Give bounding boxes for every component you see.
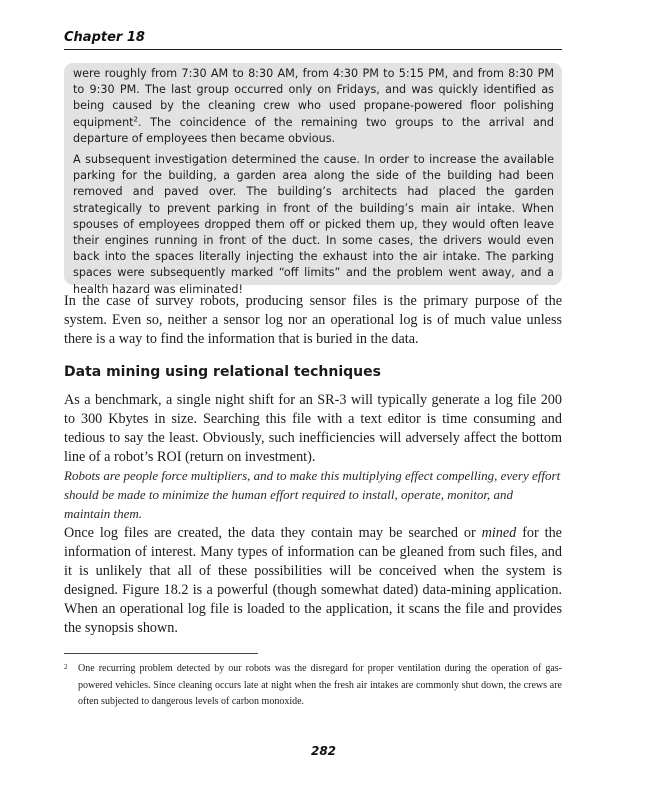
body-p3-end: for the information of interest. Many types of information can be gleaned from such files, and it is unlikely that all of these possibilities will be conceived when the system is designed. Figure 18.2 is a powerful (though somewhat dated) data-mining application. When an operational log file is loaded to the application, it scans the file and provides the synopsis shown. xyxy=(64,525,562,636)
body-p3-emphasis: mined xyxy=(481,525,517,541)
body-paragraph-2: As a benchmark, a single night shift for an SR-3 will typically generate a log file 200 to 300 Kbytes in size. Searching this file with a text editor is time consuming and tedious to say the least. Obviously, such inefficiencies will adversely affect the bottom line of a robot’s ROI (return on investment). xyxy=(64,392,562,465)
sidebar-paragraph-2: A subsequent investigation determined the cause. In order to increase the available parking for the building, a garden area along the side of the building had been removed and paved over. The building’s architects had placed the garden strategically to prevent parking in front of the building’s main air intake. When spouses of employees dropped them off or picked them up, they would often leave their engines running in front of the duct. In some cases, the drivers would even back into the spaces literally injecting the exhaust into the air intake. The parking spaces were subsequently marked “off limits” and the problem went away, and a health hazard was eliminated! xyxy=(73,153,554,296)
footnote-ref: 2 xyxy=(133,114,139,123)
sidebar-p1-text-end: . The coincidence of the remaining two groups to the arrival and departure of employees then became obvious. xyxy=(73,115,554,145)
footnote xyxy=(64,661,562,711)
sidebar-paragraph-1 xyxy=(73,66,554,147)
footnote-mark: 2 xyxy=(64,663,68,671)
section-heading: Data mining using relational techniques xyxy=(64,364,381,380)
body-paragraph-3 xyxy=(64,524,562,638)
chapter-header: Chapter 18 xyxy=(64,30,145,45)
sidebar-box xyxy=(64,63,562,296)
footnote-rule xyxy=(64,653,258,654)
footnote-text: One recurring problem detected by our robots was the disregard for proper ventilation during the operation of gas-powered vehicles. Since cleaning occurs late at night when the fresh air intakes are commonly shut down, the crews are often subjected to dangerous levels of carbon monoxide. xyxy=(78,663,562,707)
body-paragraph-1: In the case of survey robots, producing sensor files is the primary purpose of the system. Even so, neither a sensor log nor an operational log is of much value unless there is a way to find the information that is buried in the data. xyxy=(64,293,562,347)
body-p3-start: Once log files are created, the data they contain may be searched or xyxy=(64,525,482,541)
page-number: 282 xyxy=(310,744,337,758)
header-rule xyxy=(64,49,562,50)
callout-quote: Robots are people force multipliers, and to make this multiplying effect compelling, every effort should be made to minimize the human effort required to install, operate, monitor, and maintain them. xyxy=(64,468,561,521)
sidebar-p1-text: were roughly from 7:30 AM to 8:30 AM, from 4:30 PM to 5:15 PM, and from 8:30 PM to 9:30 PM. The last group occurred only on Fridays, and was quickly identified as being caused by the cleaning crew who used propane-powered floor polishing equipment xyxy=(73,67,554,129)
